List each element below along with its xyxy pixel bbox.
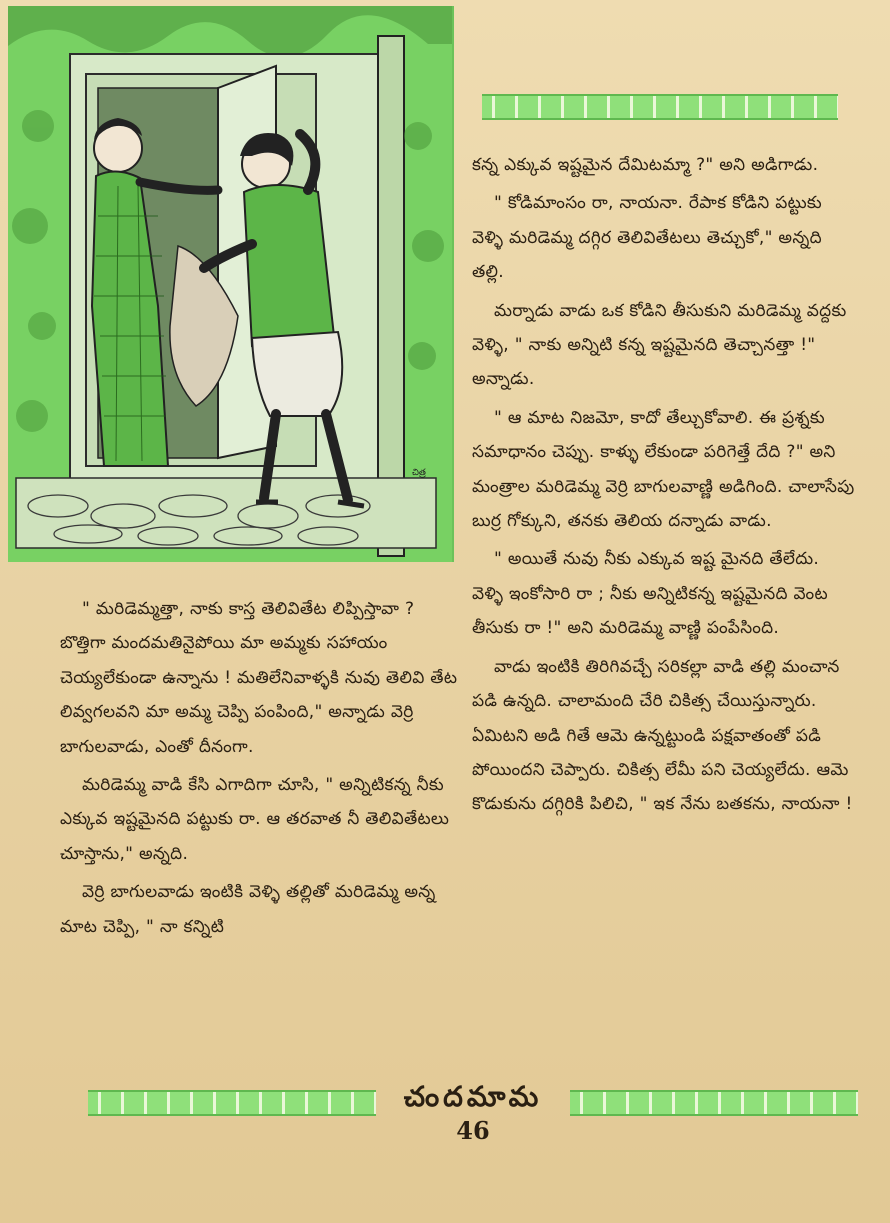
artist-signature: చిత్ర [412, 468, 426, 478]
paragraph: వెర్రి బాగులవాడు ఇంటికి వెళ్ళి తల్లితో మరిడెమ్మ అన్న మాట చెప్పి, " నా కన్నిటి [60, 882, 436, 937]
paragraph: మరిడెమ్మ వాడి కేసి ఎగాదిగా చూసి, " అన్నిటికన్న నీకు ఎక్కువ ఇష్టమైనది పట్టుకు రా. ఆ తరవాత నీ తెలివితేటలు చూస్తాను," అన్నది. [60, 775, 450, 864]
decorative-border-footer-right [570, 1090, 858, 1116]
paragraph: " ఆ మాట నిజమో, కాదో తేల్చుకోవాలి. ఈ ప్రశ్నకు సమాధానం చెప్పు. కాళ్ళు లేకుండా పరిగెత్తే దేది ?" అని మంత్రాల మరిడెమ్మ వెర్రి బాగులవాణ్ణి అడిగింది. చాలాసేపు బుర్ర గోక్కుని, తనకు తెలియ దన్నాడు వాడు. [472, 407, 855, 532]
decorative-border-top [482, 94, 838, 120]
paragraph: కన్న ఎక్కువ ఇష్టమైన దేమిటమ్మా ?" అని అడిగాడు. [472, 155, 819, 175]
paragraph: " మరిడెమ్మత్తా, నాకు కాస్త తెలివితేట లిప్పిస్తావా ? బొత్తిగా మందమతినైపోయి మా అమ్మకు సహాయం చెయ్యలేకుండా ఉన్నాను ! మతిలేనివాళ్ళకి నువు తెలివి తేట లివ్వగలవని మా అమ్మ చెప్పి పంపింది," అన్నాడు వెర్రి బాగులవాడు, ఎంతో దీనంగా. [60, 599, 458, 757]
page-number: 46 [456, 1116, 490, 1145]
decorative-border-footer-left [88, 1090, 376, 1116]
magazine-title: చందమామ [403, 1080, 543, 1113]
story-illustration [8, 6, 454, 562]
paragraph: వాడు ఇంటికి తిరిగివచ్చే సరికల్లా వాడి తల్లి మంచాన పడి ఉన్నది. చాలామంది చేరి చికిత్స చేయిస్తున్నారు. ఏమిటని అడి గితే ఆమె ఉన్నట్టుండి పక్షవాతంతో పడి పోయిందని చెప్పారు. చికిత్స లేమీ పని చెయ్యలేదు. ఆమె కొడుకును దగ్గిరికి పిలిచి, " ఇక నేను బతకను, నాయనా ! [472, 656, 853, 815]
paragraph: మర్నాడు వాడు ఒక కోడిని తీసుకుని మరిడెమ్మ వద్దకు వెళ్ళి, " నాకు అన్నిటి కన్న ఇష్టమైనది తెచ్చానత్తా !" అన్నాడు. [472, 300, 847, 390]
paragraph: " కోడిమాంసం రా, నాయనా. రేపాక కోడిని పట్టుకు వెళ్ళి మరిడెమ్మ దగ్గిర తెలివితేటలు తెచ్చుకో," అన్నది తల్లి. [472, 193, 822, 283]
illustration-artwork [8, 6, 452, 562]
paragraph: " అయితే నువు నీకు ఎక్కువ ఇష్ట మైనది తేలేదు. వెళ్ళి ఇంకోసారి రా ; నీకు అన్నిటికన్న ఇష్టమైనది వెంట తీసుకు రా !" అని మరిడెమ్మ వాణ్ణి పంపేసింది. [472, 549, 828, 639]
right-text-column [472, 148, 856, 826]
left-text-column [60, 592, 458, 948]
